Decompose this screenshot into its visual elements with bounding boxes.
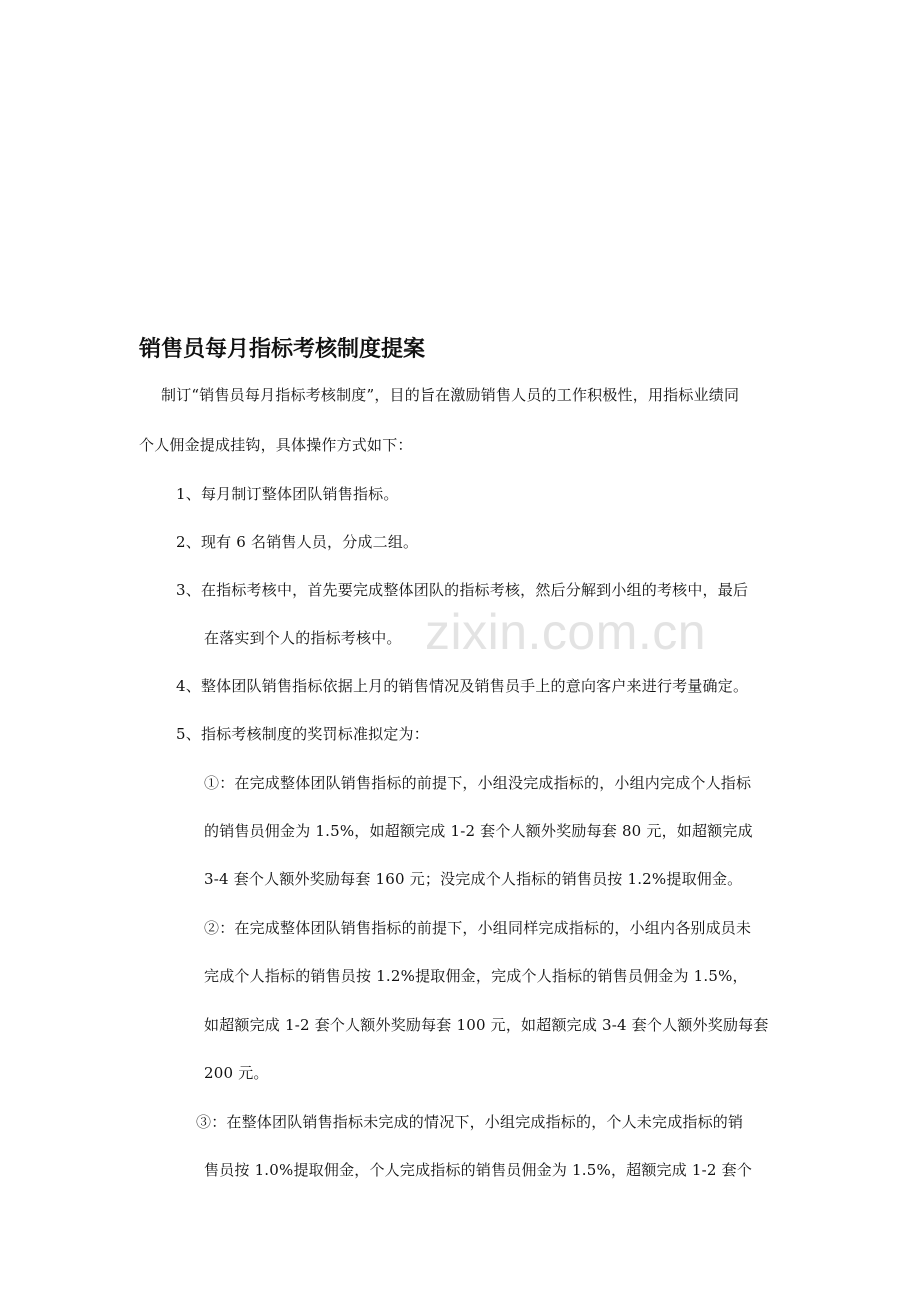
list-item-1: 1、每月制订整体团队销售指标。 xyxy=(176,485,399,503)
rule-3-line-2: 售员按 1.0%提取佣金，个人完成指标的销售员佣金为 1.5%，超额完成 1-2 套个 xyxy=(204,1161,753,1179)
rule-2-line-2: 完成个人指标的销售员按 1.2%提取佣金，完成个人指标的销售员佣金为 1.5%， xyxy=(204,967,748,985)
list-item-3-line-1: 3、在指标考核中，首先要完成整体团队的指标考核，然后分解到小组的考核中，最后 xyxy=(176,581,749,599)
rule-1-line-1: ①：在完成整体团队销售指标的前提下，小组没完成指标的，小组内完成个人指标 xyxy=(204,774,752,792)
rule-1-line-2: 的销售员佣金为 1.5%，如超额完成 1-2 套个人额外奖励每套 80 元，如超额完成 xyxy=(204,822,753,840)
rule-1-line-3: 3-4 套个人额外奖励每套 160 元；没完成个人指标的销售员按 1.2%提取佣金。 xyxy=(204,870,743,888)
watermark-text: zixin.com.cn xyxy=(425,604,707,660)
intro-line-2: 个人佣金提成挂钩，具体操作方式如下： xyxy=(139,436,413,454)
rule-3-line-1: ③：在整体团队销售指标未完成的情况下，小组完成指标的，个人未完成指标的销 xyxy=(196,1113,744,1131)
rule-2-line-4: 200 元。 xyxy=(204,1064,269,1082)
list-item-3-line-2: 在落实到个人的指标考核中。 xyxy=(204,629,402,647)
list-item-4: 4、整体团队销售指标依据上月的销售情况及销售员手上的意向客户来进行考量确定。 xyxy=(176,677,749,695)
list-item-5: 5、指标考核制度的奖罚标准拟定为： xyxy=(176,725,429,743)
intro-line-1: 制订“销售员每月指标考核制度”，目的旨在激励销售人员的工作积极性，用指标业绩同 xyxy=(161,386,740,404)
rule-2-line-1: ②：在完成整体团队销售指标的前提下，小组同样完成指标的，小组内各别成员未 xyxy=(204,919,752,937)
document-title: 销售员每月指标考核制度提案 xyxy=(139,337,426,362)
rule-2-line-3: 如超额完成 1-2 套个人额外奖励每套 100 元，如超额完成 3-4 套个人额外奖励每套 xyxy=(204,1016,769,1034)
list-item-2: 2、现有 6 名销售人员，分成二组。 xyxy=(176,533,419,551)
